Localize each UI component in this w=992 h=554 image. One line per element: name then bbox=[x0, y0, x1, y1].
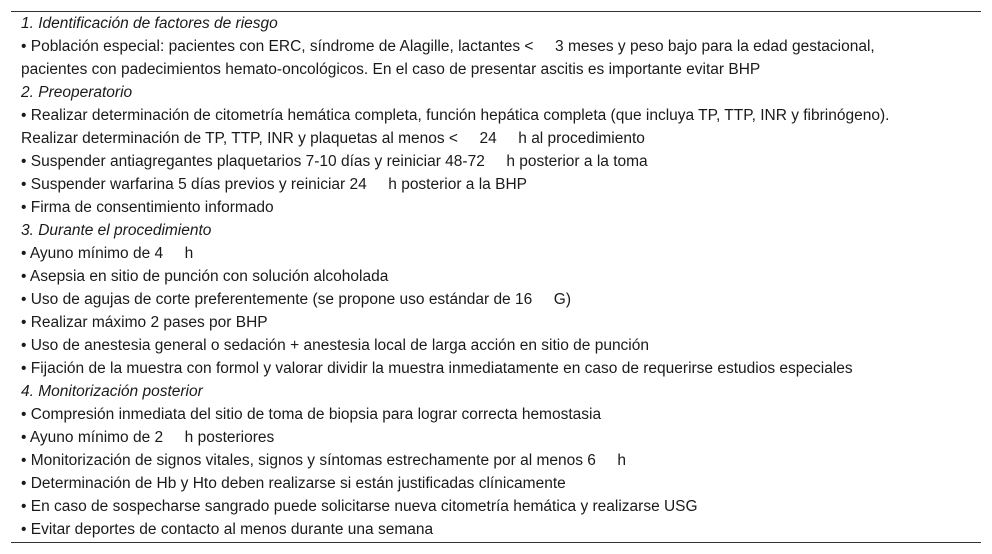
list-item: • Población especial: pacientes con ERC, síndrome de Alagille, lactantes < 3 meses y peso bajo para la edad gestacional, bbox=[21, 38, 875, 55]
list-item: Realizar determinación de TP, TTP, INR y plaquetas al menos < 24 h al procedimiento bbox=[21, 130, 645, 147]
list-item: • Ayuno mínimo de 4 h bbox=[21, 245, 194, 262]
list-item: • Monitorización de signos vitales, signos y síntomas estrechamente por al menos 6 h bbox=[21, 452, 627, 469]
list-item: • Fijación de la muestra con formol y valorar dividir la muestra inmediatamente en caso de requerirse estudios especiales bbox=[21, 360, 853, 377]
section-heading: 3. Durante el procedimiento bbox=[21, 222, 212, 239]
list-item: • En caso de sospecharse sangrado puede solicitarse nueva citometría hemática y realizarse USG bbox=[21, 498, 698, 515]
list-item: • Determinación de Hb y Hto deben realizarse si están justificadas clínicamente bbox=[21, 475, 566, 492]
list-item: • Evitar deportes de contacto al menos durante una semana bbox=[21, 521, 434, 538]
list-item: • Realizar determinación de citometría hemática completa, función hepática completa (que incluya TP, TTP, INR y fibrinógeno). bbox=[21, 107, 890, 124]
table-content bbox=[21, 12, 981, 541]
list-item: • Realizar máximo 2 pases por BHP bbox=[21, 314, 268, 331]
section-heading: 1. Identificación de factores de riesgo bbox=[21, 15, 278, 32]
list-item: • Ayuno mínimo de 2 h posteriores bbox=[21, 429, 275, 446]
list-item: • Suspender warfarina 5 días previos y reiniciar 24 h posterior a la BHP bbox=[21, 176, 527, 193]
list-item: pacientes con padecimientos hemato-oncológicos. En el caso de presentar ascitis es importante evitar BHP bbox=[21, 61, 761, 78]
list-item: • Asepsia en sitio de punción con solución alcoholada bbox=[21, 268, 389, 285]
list-item: • Uso de anestesia general o sedación + anestesia local de larga acción en sitio de punción bbox=[21, 337, 649, 354]
list-item: • Firma de consentimiento informado bbox=[21, 199, 274, 216]
list-item: • Uso de agujas de corte preferentemente (se propone uso estándar de 16 G) bbox=[21, 291, 571, 308]
list-item: • Suspender antiagregantes plaquetarios 7-10 días y reiniciar 48-72 h posterior a la toma bbox=[21, 153, 648, 170]
section-heading: 2. Preoperatorio bbox=[21, 84, 133, 101]
section-heading: 4. Monitorización posterior bbox=[21, 383, 203, 400]
list-item: • Compresión inmediata del sitio de toma de biopsia para lograr correcta hemostasia bbox=[21, 406, 602, 423]
